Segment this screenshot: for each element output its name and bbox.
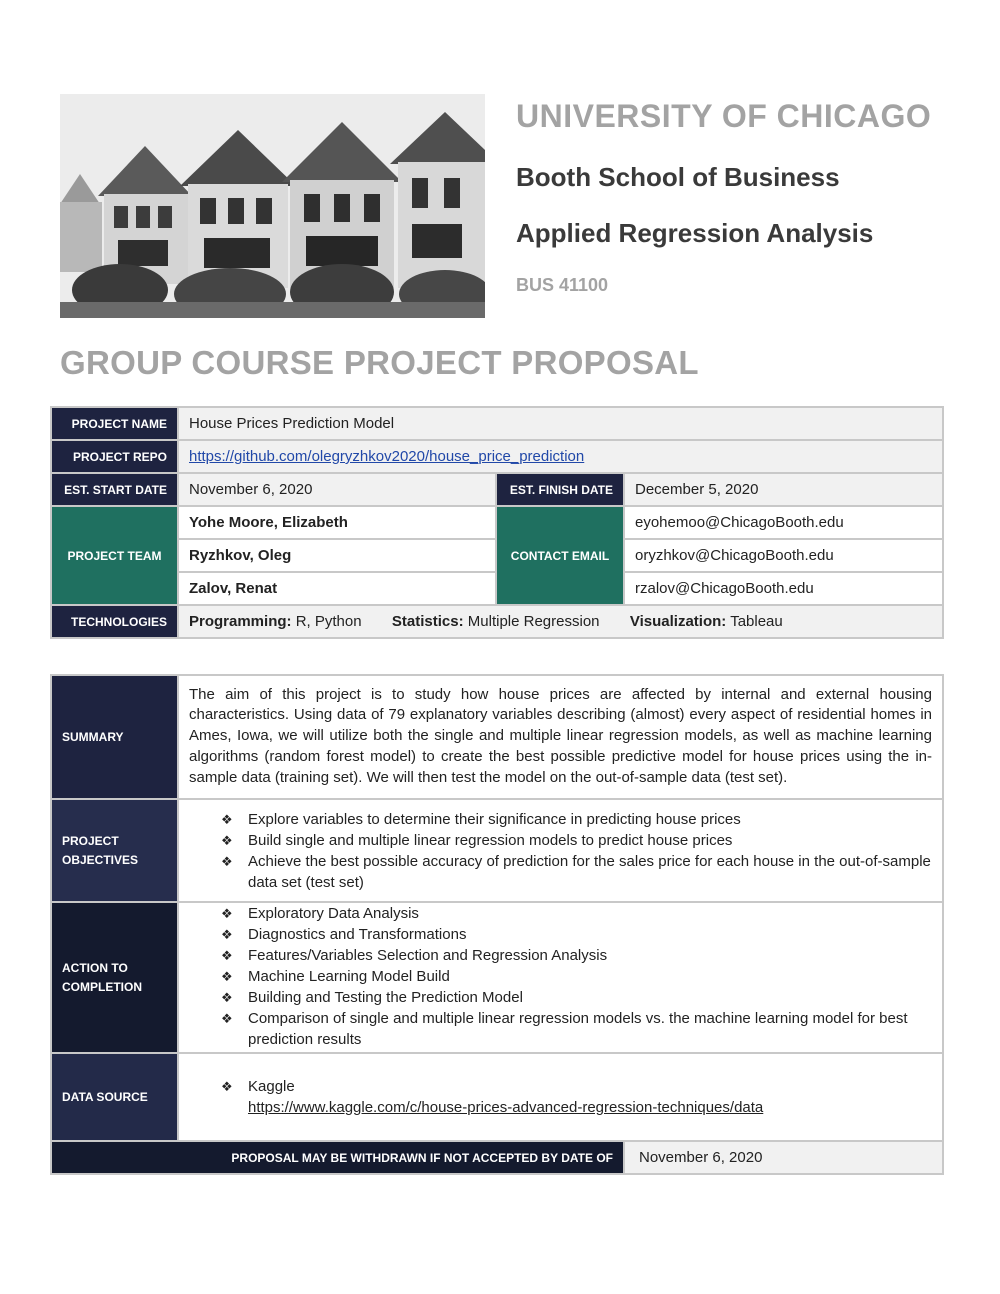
statistics-label: Statistics: (391, 613, 464, 630)
project-repo-row (51, 440, 943, 473)
statistics-value: Multiple Regression (467, 613, 600, 630)
objectives-label (51, 799, 178, 902)
list-item: ❖ Diagnostics and Transformations (225, 924, 932, 945)
actions-list (189, 903, 932, 1050)
list-item: ❖ Build single and multiple linear regression models to predict house prices (225, 830, 932, 851)
list-item: ❖ Building and Testing the Prediction Model (225, 987, 932, 1008)
project-info-table (50, 406, 944, 639)
team-member-name: Zalov, Renat (178, 572, 496, 605)
project-team-label: PROJECT TEAM (51, 506, 178, 605)
datasource-row (51, 1053, 943, 1141)
objectives-label-line: PROJECT (62, 833, 119, 848)
action-row (51, 902, 943, 1053)
project-details-table (50, 674, 944, 1175)
start-date-label: EST. START DATE (51, 473, 178, 506)
visualization-value: Tableau (730, 613, 783, 630)
contact-email-label: CONTACT EMAIL (496, 506, 624, 605)
finish-date-label: EST. FINISH DATE (496, 473, 624, 506)
team-member-email: rzalov@ChicagoBooth.edu (624, 572, 943, 605)
objectives-label-line: OBJECTIVES (62, 852, 139, 867)
technologies-row (51, 605, 943, 638)
withdraw-date: November 6, 2020 (624, 1141, 943, 1174)
technologies-label: TECHNOLOGIES (51, 605, 178, 638)
datasource-list (189, 1076, 932, 1118)
action-label (51, 902, 178, 1053)
project-repo-label: PROJECT REPO (51, 440, 178, 473)
team-row (51, 506, 943, 539)
withdraw-label: PROPOSAL MAY BE WITHDRAWN IF NOT ACCEPTED BY DATE OF (51, 1141, 624, 1174)
programming-value: R, Python (295, 613, 362, 630)
list-item: ❖ Achieve the best possible accuracy of prediction for the sales price for each house in the out-of-sample data set (test set) (225, 851, 932, 893)
list-item: ❖ Explore variables to determine their significance in predicting house prices (225, 809, 932, 830)
course-code: BUS 41100 (516, 275, 609, 295)
header-photo-houses (60, 94, 485, 318)
team-member-email: eyohemoo@ChicagoBooth.edu (624, 506, 943, 539)
summary-row (51, 675, 943, 799)
team-member-email: oryzhkov@ChicagoBooth.edu (624, 539, 943, 572)
visualization-label: Visualization: (629, 613, 727, 630)
summary-text: The aim of this project is to study how house prices are affected by internal and external housing characteristics. Using data of 79 explanatory variables describing (almost) every aspect of residential homes in Ames, Iowa, we will utilize both the single and multiple linear regression models, as well as machine learning algorithms (random forest model) to create the best possible predictive model for house prices using the in-sample data (training set). We will then test the model on the out-of-sample data (test set). (178, 675, 943, 799)
list-item: ❖ Features/Variables Selection and Regression Analysis (225, 945, 932, 966)
list-item (225, 1076, 932, 1118)
datasource-label: DATA SOURCE (51, 1053, 178, 1141)
list-item: ❖ Exploratory Data Analysis (225, 903, 932, 924)
programming-label: Programming: (189, 613, 292, 630)
technologies-value (178, 605, 943, 638)
project-name-value: House Prices Prediction Model (178, 407, 943, 440)
datasource-name: Kaggle (248, 1078, 295, 1095)
project-name-label: PROJECT NAME (51, 407, 178, 440)
university-heading: UNIVERSITY OF CHICAGO (516, 98, 932, 134)
action-label-line: ACTION TO (62, 960, 128, 975)
course-heading: Applied Regression Analysis (516, 218, 874, 248)
team-member-name: Ryzhkov, Oleg (178, 539, 496, 572)
list-item: ❖ Machine Learning Model Build (225, 966, 932, 987)
school-heading: Booth School of Business (516, 162, 840, 192)
objectives-list (189, 809, 932, 893)
objectives-row (51, 799, 943, 902)
page-title: GROUP COURSE PROJECT PROPOSAL (60, 344, 699, 381)
list-item: ❖ Comparison of single and multiple linear regression models vs. the machine learning model for best prediction results (225, 1008, 932, 1050)
finish-date-value: December 5, 2020 (624, 473, 943, 506)
action-label-line: COMPLETION (62, 979, 142, 994)
datasource-link[interactable]: https://www.kaggle.com/c/house-prices-advanced-regression-techniques/data (248, 1099, 764, 1116)
dates-row (51, 473, 943, 506)
project-name-row (51, 407, 943, 440)
project-repo-link[interactable]: https://github.com/olegryzhkov2020/house_price_prediction (189, 448, 585, 465)
withdraw-row (51, 1141, 943, 1174)
summary-label: SUMMARY (51, 675, 178, 799)
team-member-name: Yohe Moore, Elizabeth (178, 506, 496, 539)
start-date-value: November 6, 2020 (178, 473, 496, 506)
